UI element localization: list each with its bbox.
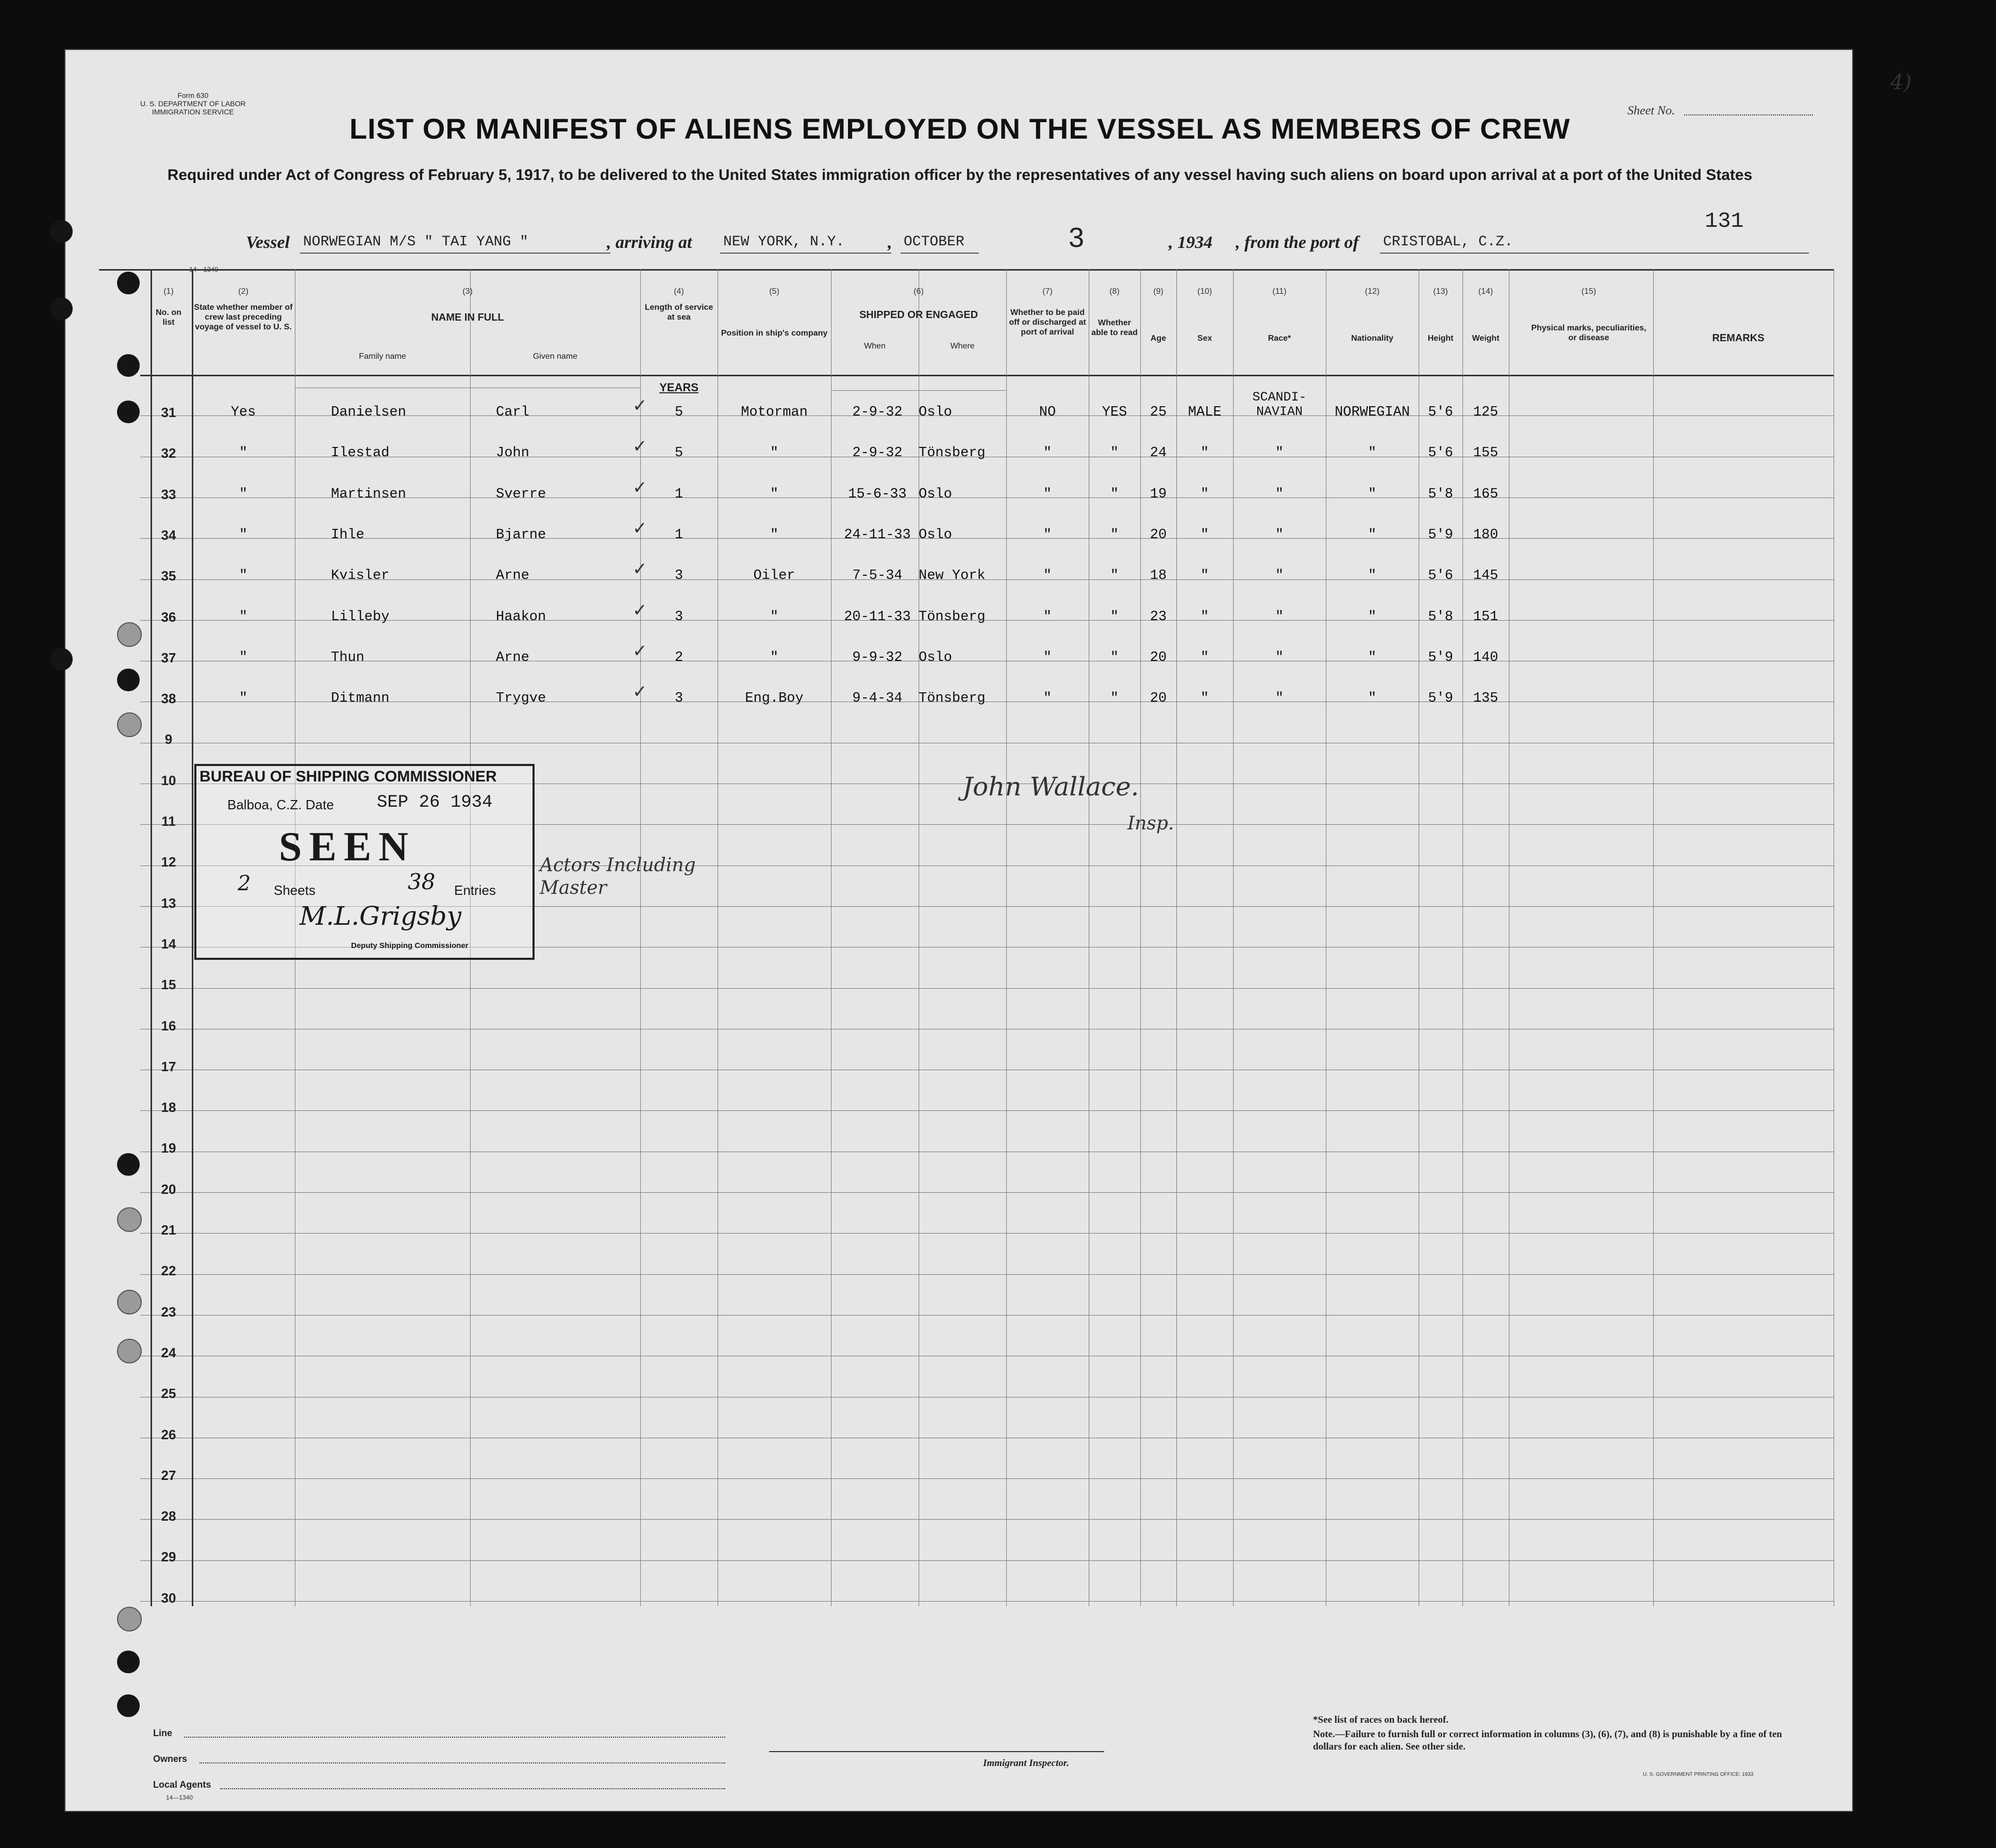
grid-line: [1006, 269, 1007, 1606]
cell-sex: ": [1200, 527, 1209, 543]
cell-when: 15-6-33: [848, 486, 907, 502]
row-number: 15: [161, 977, 176, 993]
cell-prev: ": [239, 609, 248, 625]
cell-race: ": [1275, 486, 1284, 502]
row-number: 28: [161, 1508, 176, 1524]
cell-when: 2-9-32: [852, 405, 903, 420]
arriving-port: NEW YORK, N.Y.: [720, 234, 891, 254]
row-number: 10: [161, 772, 176, 788]
grid-line: [140, 375, 1834, 376]
vessel-label: Vessel: [246, 233, 290, 252]
cell-years: 3: [674, 691, 684, 707]
binder-hole: [117, 1339, 142, 1363]
cell-given: John: [496, 445, 529, 461]
grid-line: [1233, 269, 1234, 1606]
cell-years: 5: [674, 405, 684, 420]
cell-no: 32: [161, 445, 176, 461]
grid-line: [140, 1315, 1834, 1316]
cell-height: 5'9: [1428, 650, 1453, 665]
corner-mark: 4): [1890, 71, 1912, 94]
binder-hole: [117, 1607, 142, 1631]
check-mark-icon: ✓: [633, 519, 647, 538]
grid-line: [1653, 269, 1654, 1606]
cell-sex: ": [1200, 486, 1209, 502]
cell-where: Tönsberg: [919, 691, 986, 707]
cell-given: Sverre: [496, 486, 546, 502]
cell-age: 19: [1150, 486, 1167, 502]
cell-family: Lilleby: [331, 609, 390, 625]
cell-nationality: NORWEGIAN: [1335, 405, 1410, 420]
cell-when: 9-4-34: [852, 691, 903, 707]
sheet-no-label: Sheet No.: [1627, 104, 1675, 118]
col-num: (5): [769, 287, 779, 296]
col-header-remarks: REMARKS: [1712, 332, 1765, 344]
printer-code-top: 14—1340: [189, 265, 219, 273]
check-mark-icon: ✓: [633, 560, 647, 579]
cell-prev: ": [239, 568, 248, 584]
cell-years: 3: [674, 568, 684, 584]
cell-weight: 135: [1473, 691, 1499, 707]
cell-when: 24-11-33: [844, 527, 911, 543]
cell-race: ": [1275, 691, 1284, 707]
col-num: (13): [1433, 287, 1448, 296]
col-header-no: No. on list: [156, 308, 181, 327]
form-number: Form 630: [177, 91, 209, 99]
col-header-weight: Weight: [1472, 334, 1500, 343]
cell-paid_off: ": [1043, 568, 1052, 584]
col-header-sex: Sex: [1197, 334, 1212, 343]
cell-prev: ": [239, 527, 248, 543]
cell-given: Haakon: [496, 609, 546, 625]
cell-paid_off: ": [1043, 527, 1052, 543]
col-header-nationality: Nationality: [1351, 334, 1393, 343]
cell-family: Thun: [331, 650, 364, 665]
binder-hole: [117, 1207, 142, 1232]
cell-position: ": [770, 527, 779, 543]
row-number: 17: [161, 1058, 176, 1074]
cell-where: New York: [919, 568, 986, 584]
stamp-entries-label: Entries: [454, 883, 496, 898]
binder-hole: [50, 648, 73, 671]
binder-hole: [50, 297, 73, 320]
cell-nationality: ": [1368, 691, 1377, 707]
cell-position: ": [770, 609, 779, 625]
manifest-page: [64, 49, 1912, 1812]
cell-years: 2: [674, 650, 684, 665]
row-number: 30: [161, 1590, 176, 1606]
cell-position: ": [770, 650, 779, 665]
cell-weight: 165: [1473, 486, 1499, 502]
cell-nationality: ": [1368, 568, 1377, 584]
cell-read: ": [1110, 527, 1119, 543]
stamp-seen: SEEN: [279, 824, 415, 870]
department: U. S. DEPARTMENT OF LABOR: [140, 99, 246, 108]
cell-nationality: ": [1368, 527, 1377, 543]
row-number: 20: [161, 1181, 176, 1197]
cell-weight: 145: [1473, 568, 1499, 584]
from-label: , from the port of: [1236, 233, 1359, 252]
col-num: (1): [163, 287, 174, 296]
check-mark-icon: ✓: [633, 478, 647, 497]
cell-given: Carl: [496, 405, 529, 420]
cell-given: Arne: [496, 650, 529, 665]
cell-nationality: ": [1368, 650, 1377, 665]
cell-height: 5'9: [1428, 691, 1453, 707]
binder-hole: [117, 1651, 140, 1673]
shipping-commissioner-stamp: [194, 764, 535, 960]
cell-age: 23: [1150, 609, 1167, 625]
cell-age: 20: [1150, 527, 1167, 543]
cell-read: ": [1110, 650, 1119, 665]
cell-race: ": [1275, 445, 1284, 461]
cell-when: 7-5-34: [852, 568, 903, 584]
stamp-date: SEP 26 1934: [377, 793, 493, 812]
cell-race: ": [1275, 568, 1284, 584]
grid-line: [640, 269, 641, 1606]
cell-where: Oslo: [919, 650, 952, 665]
cell-age: 25: [1150, 405, 1167, 420]
binder-hole: [117, 1694, 140, 1717]
stamp-signature: M.L.Grigsby: [300, 901, 461, 931]
grid-line: [1462, 269, 1463, 1606]
row-number: 29: [161, 1549, 176, 1565]
col-num: (14): [1478, 287, 1493, 296]
cell-position: Eng.Boy: [745, 691, 804, 707]
footer-note: Note.—Failure to furnish full or correct information in columns (3), (6), (7), and (8) is punishable by a fine of ten dollars for each alien. See other side.: [1313, 1729, 1782, 1752]
arriving-label: , arriving at: [607, 233, 692, 252]
col-header-position: Position in ship's company: [721, 329, 828, 338]
service: IMMIGRATION SERVICE: [152, 108, 234, 116]
cell-sex: ": [1200, 609, 1209, 625]
cell-paid_off: ": [1043, 486, 1052, 502]
grid-line: [140, 988, 1834, 989]
cell-weight: 140: [1473, 650, 1499, 665]
row-number: 21: [161, 1222, 176, 1238]
cell-read: ": [1110, 691, 1119, 707]
cell-family: Martinsen: [331, 486, 406, 502]
row-number: 24: [161, 1344, 176, 1360]
cell-race: ": [1275, 650, 1284, 665]
grid-line: [140, 1601, 1834, 1602]
cell-position: ": [770, 445, 779, 461]
stamp-location: Balboa, C.Z. Date: [227, 797, 334, 812]
row-number: 14: [161, 936, 176, 952]
cell-family: Danielsen: [331, 405, 406, 420]
row-number: 23: [161, 1304, 176, 1320]
vessel-name: NORWEGIAN M/S " TAI YANG ": [300, 234, 610, 254]
binder-hole: [117, 272, 140, 294]
cell-family: Kvisler: [331, 568, 390, 584]
cell-prev: ": [239, 486, 248, 502]
cell-no: 37: [161, 650, 176, 665]
cell-paid_off: NO: [1039, 405, 1056, 420]
grid-line: [99, 269, 1834, 271]
cell-no: 38: [161, 691, 176, 707]
cell-height: 5'6: [1428, 568, 1453, 584]
row-number: 18: [161, 1100, 176, 1116]
cell-position: ": [770, 486, 779, 502]
cell-no: 36: [161, 609, 176, 625]
arrival-year: , 1934: [1169, 233, 1212, 252]
vessel-info: Vessel NORWEGIAN M/S " TAI YANG " , arriving at NEW YORK, N.Y. , OCTOBER 3 , 1934 , from the port of CRISTOBAL, C.Z.: [246, 233, 1792, 259]
col-num: (4): [674, 287, 684, 296]
col-header-height: Height: [1427, 334, 1454, 343]
cell-no: 33: [161, 486, 176, 502]
cell-prev: ": [239, 650, 248, 665]
col-header-read: Whether able to read: [1091, 319, 1138, 337]
cell-age: 20: [1150, 691, 1167, 707]
col-header-race: Race*: [1268, 334, 1291, 343]
row-number: 26: [161, 1426, 176, 1442]
col-header-age: Age: [1150, 334, 1167, 343]
cell-years: 5: [674, 445, 684, 461]
check-mark-icon: ✓: [633, 601, 647, 620]
cell-given: Arne: [496, 568, 529, 584]
row-number: 25: [161, 1386, 176, 1402]
footer-races-note: *See list of races on back hereof.: [1313, 1714, 1449, 1725]
cell-years: 1: [674, 527, 684, 543]
check-mark-icon: ✓: [633, 437, 647, 457]
cell-where: Oslo: [919, 405, 952, 420]
cell-weight: 155: [1473, 445, 1499, 461]
binder-hole: [117, 401, 140, 423]
page-title: LIST OR MANIFEST OF ALIENS EMPLOYED ON THE VESSEL AS MEMBERS OF CREW: [349, 112, 1571, 145]
col-num: (8): [1109, 287, 1120, 296]
cell-family: Ihle: [331, 527, 364, 543]
cell-no: 31: [161, 405, 176, 420]
footer-line-label: Line: [153, 1728, 173, 1738]
col-header-given: Given name: [533, 352, 578, 361]
grid-line: [140, 1560, 1834, 1561]
stamp-entries-value: 38: [408, 869, 436, 894]
cell-age: 24: [1150, 445, 1167, 461]
inspector-title: Insp.: [1127, 813, 1174, 834]
grid-line: [140, 1110, 1834, 1111]
cell-height: 5'6: [1428, 405, 1453, 420]
grid-line: [140, 1519, 1834, 1520]
row-number: 9: [164, 731, 173, 747]
cell-sex: ": [1200, 445, 1209, 461]
stamp-bureau: BUREAU OF SHIPPING COMMISSIONER: [199, 768, 497, 785]
col-num: (11): [1272, 287, 1287, 296]
col-header-service: Length of service at sea: [644, 303, 713, 322]
col-num: (2): [238, 287, 248, 296]
col-header-paid-off: Whether to be paid off or discharged at port of arrival: [1009, 308, 1086, 337]
col-header-when: When: [864, 342, 886, 351]
footer-owners-label: Owners: [153, 1754, 188, 1764]
binder-hole: [50, 220, 73, 243]
years-label: YEARS: [659, 381, 698, 394]
col-num: (12): [1365, 287, 1380, 296]
row-number: 22: [161, 1263, 176, 1279]
cell-family: Ditmann: [331, 691, 390, 707]
binder-hole: [117, 622, 142, 647]
sheet-number: 131: [1705, 209, 1744, 234]
cell-family: Ilestad: [331, 445, 390, 461]
col-header-prev-voyage: State whether member of crew last preceding voyage of vessel to U. S.: [194, 303, 293, 331]
footer-agents-code: 14—1340: [166, 1794, 193, 1801]
stamp-sheets-label: Sheets: [274, 883, 315, 898]
from-port: CRISTOBAL, C.Z.: [1380, 234, 1809, 254]
cell-height: 5'8: [1428, 486, 1453, 502]
cell-no: 35: [161, 568, 176, 584]
grid-line: [1140, 269, 1141, 1606]
binder-hole: [117, 712, 142, 737]
cell-read: ": [1110, 568, 1119, 584]
binder-hole: [117, 354, 140, 377]
col-header-physical: Physical marks, peculiarities, or disease: [1531, 324, 1646, 342]
cell-read: ": [1110, 445, 1119, 461]
cell-given: Bjarne: [496, 527, 546, 543]
cell-when: 2-9-32: [852, 445, 903, 461]
cell-when: 9-9-32: [852, 650, 903, 665]
check-mark-icon: ✓: [633, 396, 647, 415]
cell-prev: Yes: [230, 405, 256, 420]
cell-position: Oiler: [753, 568, 795, 584]
binder-hole: [117, 669, 140, 691]
binder-hole: [117, 1153, 140, 1176]
cell-height: 5'9: [1428, 527, 1453, 543]
footer-inspector-label: Immigrant Inspector.: [983, 1758, 1069, 1769]
col-num: (9): [1153, 287, 1163, 296]
cell-height: 5'8: [1428, 609, 1453, 625]
col-header-shipped: SHIPPED OR ENGAGED: [859, 309, 978, 321]
row-number: 27: [161, 1467, 176, 1483]
grid-line: [192, 269, 193, 1606]
stamp-sheets-value: 2: [238, 872, 251, 895]
cell-paid_off: ": [1043, 650, 1052, 665]
cell-when: 20-11-33: [844, 609, 911, 625]
row-number: 16: [161, 1018, 176, 1034]
cell-race: SCANDI- NAVIAN: [1252, 390, 1307, 419]
cell-paid_off: ": [1043, 445, 1052, 461]
cell-years: 3: [674, 609, 684, 625]
grid-line: [140, 1233, 1834, 1234]
arrival-day: 3: [1069, 222, 1085, 253]
stamp-commissioner: Deputy Shipping Commissioner: [351, 941, 469, 950]
col-num: (7): [1042, 287, 1053, 296]
footer-agents-label: Local Agents: [153, 1779, 211, 1790]
cell-read: ": [1110, 486, 1119, 502]
grid-line: [140, 1478, 1834, 1479]
handwritten-note: Actors Including Master: [540, 855, 696, 898]
col-header-where: Where: [950, 342, 975, 351]
inspector-signature: John Wallace.: [962, 772, 1139, 802]
cell-height: 5'6: [1428, 445, 1453, 461]
grid-line: [140, 1274, 1834, 1275]
cell-where: Tönsberg: [919, 609, 986, 625]
cell-no: 34: [161, 527, 176, 543]
col-num: (15): [1581, 287, 1596, 296]
cell-paid_off: ": [1043, 609, 1052, 625]
cell-where: Tönsberg: [919, 445, 986, 461]
page-subtitle: Required under Act of Congress of February 5, 1917, to be delivered to the United States immigration officer by the representatives of any vessel having such aliens on board upon arrival at a port of the United States: [167, 167, 1753, 184]
check-mark-icon: ✓: [633, 641, 647, 661]
cell-age: 18: [1150, 568, 1167, 584]
cell-sex: ": [1200, 650, 1209, 665]
cell-given: Trygve: [496, 691, 546, 707]
cell-nationality: ": [1368, 445, 1377, 461]
col-num: (3): [462, 287, 473, 296]
cell-sex: MALE: [1188, 405, 1222, 420]
binder-hole: [117, 1290, 142, 1314]
cell-paid_off: ": [1043, 691, 1052, 707]
grid-line: [140, 1192, 1834, 1193]
cell-read: ": [1110, 609, 1119, 625]
cell-age: 20: [1150, 650, 1167, 665]
col-header-name: NAME IN FULL: [431, 312, 504, 323]
cell-race: ": [1275, 527, 1284, 543]
col-header-family: Family name: [359, 352, 406, 361]
cell-years: 1: [674, 486, 684, 502]
col-num: (6): [913, 287, 924, 296]
arrival-month: OCTOBER: [901, 234, 979, 254]
cell-position: Motorman: [741, 405, 808, 420]
cell-where: Oslo: [919, 527, 952, 543]
cell-prev: ": [239, 691, 248, 707]
cell-where: Oslo: [919, 486, 952, 502]
cell-weight: 180: [1473, 527, 1499, 543]
check-mark-icon: ✓: [633, 682, 647, 702]
cell-read: YES: [1102, 405, 1127, 420]
row-number: 11: [161, 813, 176, 829]
cell-weight: 125: [1473, 405, 1499, 420]
col-num: (10): [1197, 287, 1212, 296]
grid-line: [1176, 269, 1177, 1606]
cell-weight: 151: [1473, 609, 1499, 625]
footer-printing-office: U. S. GOVERNMENT PRINTING OFFICE: 1933: [1643, 1772, 1754, 1777]
cell-prev: ": [239, 445, 248, 461]
cell-nationality: ": [1368, 609, 1377, 625]
cell-nationality: ": [1368, 486, 1377, 502]
cell-race: ": [1275, 609, 1284, 625]
cell-sex: ": [1200, 568, 1209, 584]
row-number: 19: [161, 1140, 176, 1156]
row-number: 12: [161, 854, 176, 870]
row-number: 13: [161, 895, 176, 911]
cell-sex: ": [1200, 691, 1209, 707]
